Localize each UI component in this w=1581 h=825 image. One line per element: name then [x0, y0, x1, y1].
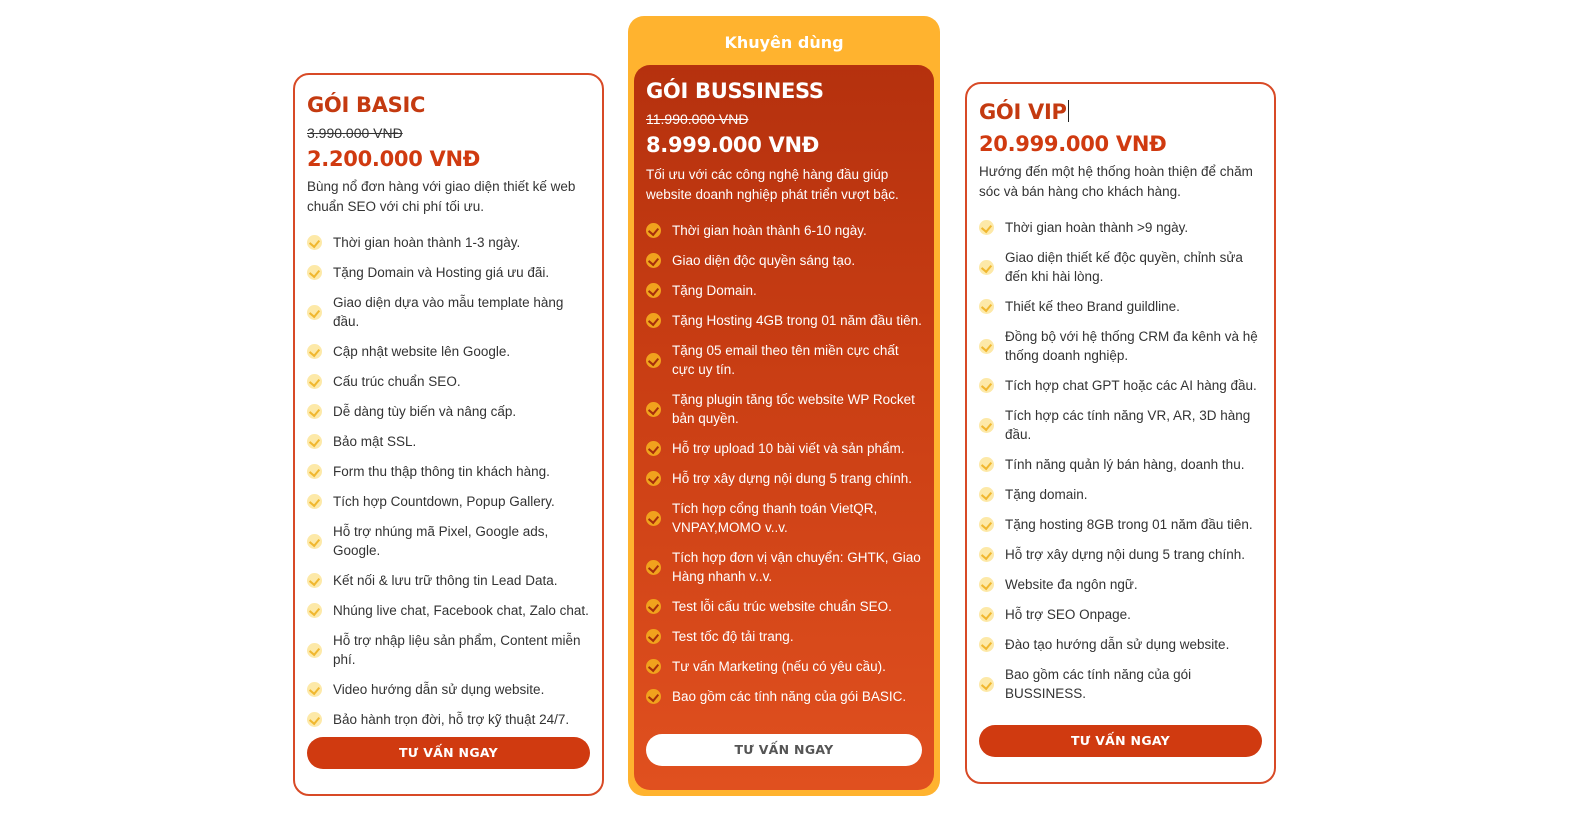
feature-item: [979, 545, 1262, 564]
feature-item: [307, 492, 590, 511]
plan-title-text: GÓI VIP: [979, 100, 1067, 124]
feature-item: [646, 311, 922, 330]
plan-card-basic: [293, 73, 604, 796]
feature-text: Giao diện độc quyền sáng tạo.: [672, 253, 856, 268]
plan-price: 20.999.000 VNĐ: [979, 132, 1167, 156]
feature-text: Tặng Hosting 4GB trong 01 năm đầu tiên.: [672, 313, 922, 328]
check-circle-icon: [646, 560, 661, 575]
feature-item: [646, 548, 922, 586]
feature-text: Form thu thập thông tin khách hàng.: [333, 464, 550, 479]
feature-text: Cập nhật website lên Google.: [333, 344, 511, 359]
check-circle-icon: [646, 402, 661, 417]
feature-item: [646, 499, 922, 537]
feature-list: [979, 218, 1262, 703]
feature-item: [979, 575, 1262, 594]
check-circle-icon: [307, 344, 322, 359]
feature-text: Bảo mật SSL.: [333, 434, 417, 449]
feature-text: Tích hợp cổng thanh toán VietQR, VNPAY,MOMO v..v.: [672, 501, 878, 535]
consult-now-button[interactable]: TƯ VẤN NGAY: [307, 737, 590, 769]
feature-item: [646, 657, 922, 676]
feature-text: Bao gồm các tính năng của gói BASIC.: [672, 689, 907, 704]
feature-item: [307, 631, 590, 669]
feature-text: Giao diện dựa vào mẫu template hàng đầu.: [333, 295, 564, 329]
feature-text: Tặng Domain và Hosting giá ưu đãi.: [333, 265, 550, 280]
feature-text: Tặng plugin tăng tốc website WP Rocket bản quyền.: [672, 392, 915, 426]
feature-item: [979, 248, 1262, 286]
feature-text: Hỗ trợ upload 10 bài viết và sản phẩm.: [672, 441, 905, 456]
check-circle-icon: [979, 339, 994, 354]
feature-text: Hỗ trợ nhập liệu sản phẩm, Content miễn phí.: [333, 633, 581, 667]
check-circle-icon: [307, 265, 322, 280]
feature-item: [646, 597, 922, 616]
feature-text: Tư vấn Marketing (nếu có yêu cầu).: [672, 659, 886, 674]
check-circle-icon: [646, 471, 661, 486]
check-circle-icon: [307, 374, 322, 389]
plan-card-vip: [965, 82, 1276, 784]
feature-item: [307, 680, 590, 699]
feature-text: Hỗ trợ SEO Onpage.: [1005, 607, 1131, 622]
feature-text: Tặng 05 email theo tên miền cực chất cực uy tín.: [672, 343, 899, 377]
check-circle-icon: [307, 404, 322, 419]
check-circle-icon: [307, 434, 322, 449]
check-circle-icon: [979, 299, 994, 314]
check-circle-icon: [979, 577, 994, 592]
plan-description: Bùng nổ đơn hàng với giao diện thiết kế web chuẩn SEO với chi phí tối ưu.: [307, 179, 576, 214]
feature-text: Tích hợp các tính năng VR, AR, 3D hàng đầu.: [1005, 408, 1251, 442]
feature-item: [646, 221, 922, 240]
feature-text: Test tốc độ tải trang.: [672, 629, 794, 644]
feature-text: Thời gian hoàn thành 1-3 ngày.: [333, 235, 521, 250]
feature-list: [646, 221, 922, 706]
feature-item: [979, 635, 1262, 654]
check-circle-icon: [979, 418, 994, 433]
plan-price: 2.200.000 VNĐ: [307, 147, 481, 171]
feature-item: [307, 402, 590, 421]
feature-text: Đồng bộ với hệ thống CRM đa kênh và hệ thống doanh nghiệp.: [1005, 329, 1258, 363]
feature-text: Tích hợp đơn vị vận chuyển: GHTK, Giao Hàng nhanh v..v.: [672, 550, 921, 584]
text-cursor: [1068, 100, 1069, 122]
check-circle-icon: [646, 441, 661, 456]
feature-item: [307, 462, 590, 481]
feature-text: Tặng hosting 8GB trong 01 năm đầu tiên.: [1005, 517, 1253, 532]
feature-item: [646, 687, 922, 706]
consult-now-button[interactable]: TƯ VẤN NGAY: [979, 725, 1262, 757]
feature-text: Tính năng quản lý bán hàng, doanh thu.: [1005, 457, 1245, 472]
check-circle-icon: [307, 643, 322, 658]
check-circle-icon: [646, 253, 661, 268]
check-circle-icon: [979, 220, 994, 235]
feature-item: [979, 485, 1262, 504]
feature-text: Bao gồm các tính năng của gói BUSSINESS.: [1005, 667, 1192, 701]
check-circle-icon: [307, 235, 322, 250]
feature-item: [307, 293, 590, 331]
feature-item: [646, 390, 922, 428]
check-circle-icon: [979, 260, 994, 275]
check-circle-icon: [307, 464, 322, 479]
check-circle-icon: [307, 534, 322, 549]
feature-item: [979, 665, 1262, 703]
feature-item: [646, 469, 922, 488]
feature-item: [307, 522, 590, 560]
feature-text: Test lỗi cấu trúc website chuẩn SEO.: [672, 599, 892, 614]
feature-text: Kết nối & lưu trữ thông tin Lead Data.: [333, 573, 558, 588]
consult-now-button[interactable]: TƯ VẤN NGAY: [646, 734, 922, 766]
plan-title: GÓI BASIC: [307, 93, 426, 117]
check-circle-icon: [307, 603, 322, 618]
check-circle-icon: [646, 629, 661, 644]
feature-text: Thời gian hoàn thành 6-10 ngày.: [672, 223, 867, 238]
feature-text: Giao diện thiết kế độc quyền, chỉnh sửa đến khi hài lòng.: [1005, 250, 1243, 284]
check-circle-icon: [979, 607, 994, 622]
feature-text: Video hướng dẫn sử dụng website.: [333, 682, 545, 697]
plan-old-price: 3.990.000 VNĐ: [307, 125, 403, 141]
feature-item: [646, 439, 922, 458]
feature-text: Nhúng live chat, Facebook chat, Zalo chat.: [333, 603, 589, 618]
plan-description: Hướng đến một hệ thống hoàn thiện để chăm sóc và bán hàng cho khách hàng.: [979, 164, 1253, 199]
plan-description: Tối ưu với các công nghệ hàng đầu giúp website doanh nghiệp phát triển vượt bậc.: [646, 167, 899, 202]
feature-text: Cấu trúc chuẩn SEO.: [333, 374, 461, 389]
feature-item: [979, 455, 1262, 474]
feature-item: [646, 341, 922, 379]
feature-item: [307, 432, 590, 451]
feature-text: Đào tạo hướng dẫn sử dụng website.: [1005, 637, 1230, 652]
feature-text: Tặng domain.: [1005, 487, 1088, 502]
feature-item: [979, 218, 1262, 237]
feature-item: [307, 372, 590, 391]
feature-item: [307, 263, 590, 282]
check-circle-icon: [646, 689, 661, 704]
feature-item: [979, 406, 1262, 444]
feature-text: Dễ dàng tùy biến và nâng cấp.: [333, 404, 517, 419]
check-circle-icon: [646, 283, 661, 298]
recommended-badge: Khuyên dùng: [724, 33, 844, 52]
feature-list: [307, 233, 590, 729]
check-circle-icon: [646, 313, 661, 328]
feature-item: [646, 281, 922, 300]
check-circle-icon: [979, 637, 994, 652]
feature-item: [307, 601, 590, 620]
plan-card-business: [628, 16, 940, 796]
check-circle-icon: [307, 305, 322, 320]
check-circle-icon: [979, 517, 994, 532]
check-circle-icon: [307, 712, 322, 727]
check-circle-icon: [307, 573, 322, 588]
feature-text: Tích hợp chat GPT hoặc các AI hàng đầu.: [1005, 378, 1257, 393]
feature-text: Tặng Domain.: [672, 283, 757, 298]
feature-text: Hỗ trợ xây dựng nội dung 5 trang chính.: [1005, 547, 1246, 562]
feature-text: Hỗ trợ xây dựng nội dung 5 trang chính.: [672, 471, 913, 486]
plan-price: 8.999.000 VNĐ: [646, 133, 820, 157]
check-circle-icon: [646, 353, 661, 368]
plan-title: GÓI BUSSINESS: [646, 79, 824, 103]
check-circle-icon: [646, 223, 661, 238]
check-circle-icon: [307, 682, 322, 697]
feature-item: [646, 251, 922, 270]
feature-text: Hỗ trợ nhúng mã Pixel, Google ads, Google.: [333, 524, 549, 558]
check-circle-icon: [979, 487, 994, 502]
plan-title: [979, 100, 1262, 124]
feature-text: Thiết kế theo Brand guildline.: [1005, 299, 1180, 314]
feature-text: Website đa ngôn ngữ.: [1005, 577, 1138, 592]
feature-text: Tích hợp Countdown, Popup Gallery.: [333, 494, 555, 509]
plan-old-price: 11.990.000 VNĐ: [646, 111, 749, 127]
feature-text: Bảo hành trọn đời, hỗ trợ kỹ thuật 24/7.: [333, 712, 570, 727]
feature-item: [979, 605, 1262, 624]
check-circle-icon: [646, 599, 661, 614]
check-circle-icon: [307, 494, 322, 509]
feature-item: [646, 627, 922, 646]
check-circle-icon: [979, 547, 994, 562]
feature-item: [979, 515, 1262, 534]
feature-item: [979, 327, 1262, 365]
check-circle-icon: [646, 511, 661, 526]
feature-item: [979, 376, 1262, 395]
check-circle-icon: [979, 457, 994, 472]
feature-item: [307, 233, 590, 252]
check-circle-icon: [979, 677, 994, 692]
feature-item: [307, 710, 590, 729]
feature-item: [307, 571, 590, 590]
feature-item: [979, 297, 1262, 316]
plan-card-business-inner: [634, 65, 934, 790]
check-circle-icon: [979, 378, 994, 393]
feature-text: Thời gian hoàn thành >9 ngày.: [1005, 220, 1189, 235]
feature-item: [307, 342, 590, 361]
check-circle-icon: [646, 659, 661, 674]
